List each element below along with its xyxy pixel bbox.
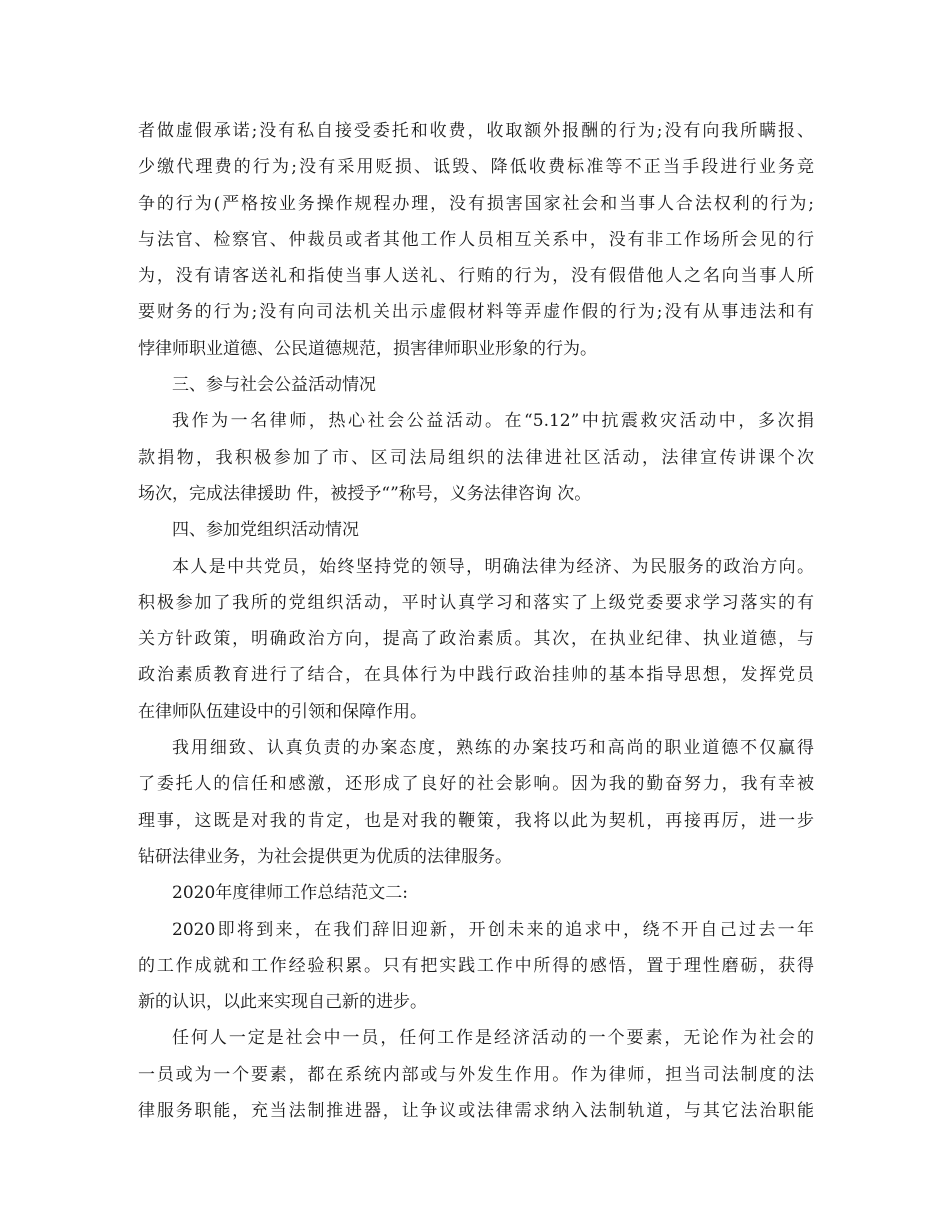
article-subtitle: 2020年度律师工作总结范文二: (172, 883, 408, 904)
text-line: 悖律师职业道德、公民道德规范，损害律师职业形象的行为。 (138, 338, 597, 359)
text-line: 场次，完成法律援助 件，被授予“”称号，义务法律咨询 次。 (138, 483, 592, 504)
document-body (138, 113, 814, 1129)
text-line: 为，没有请客送礼和指使当事人送礼、行贿的行为，没有假借他人之名向当事人所 (138, 266, 814, 287)
text-line: 政治素质教育进行了结合，在具体行为中践行政治挂帅的基本指导思想，发挥党员 (138, 665, 814, 686)
text-line: 本人是中共党员，始终坚持党的领导，明确法律为经济、为民服务的政治方向。 (172, 556, 814, 577)
text-line: 任何人一定是社会中一员，任何工作是经济活动的一个要素，无论作为社会的 (172, 1028, 814, 1049)
text-line: 一员或为一个要素，都在系统内部或与外发生作用。作为律师，担当司法制度的法 (138, 1064, 814, 1085)
text-line: 新的认识，以此来实现自己新的进步。 (138, 992, 427, 1013)
text-line: 与法官、检察官、仲裁员或者其他工作人员相互关系中，没有非工作场所会见的行 (138, 229, 814, 250)
text-line: 理事，这既是对我的肯定，也是对我的鞭策，我将以此为契机，再接再厉，进一步 (138, 810, 814, 831)
text-line: 的工作成就和工作经验积累。只有把实践工作中所得的感悟，置于理性磨砺，获得 (138, 955, 814, 976)
text-line: 者做虚假承诺;没有私自接受委托和收费，收取额外报酬的行为;没有向我所瞒报、 (138, 121, 814, 141)
text-line: 积极参加了我所的党组织活动，平时认真学习和落实了上级党委要求学习落实的有 (138, 592, 814, 613)
text-line: 关方针政策，明确政治方向，提高了政治素质。其次，在执业纪律、执业道德，与 (138, 629, 814, 650)
text-line: 少缴代理费的行为;没有采用贬损、诋毁、降低收费标准等不正当手段进行业务竞 (138, 157, 814, 178)
text-line: 2020即将到来，在我们辞旧迎新，开创未来的追求中，绕不开自己过去一年 (172, 919, 814, 940)
text-line: 钻研法律业务，为社会提供更为优质的法律服务。 (138, 846, 512, 867)
text-line: 争的行为(严格按业务操作规程办理，没有损害国家社会和当事人合法权利的行为; (138, 193, 814, 214)
text-line: 了委托人的信任和感激，还形成了良好的社会影响。因为我的勤奋努力，我有幸被 (138, 774, 814, 795)
text-line: 要财务的行为;没有向司法机关出示虚假材料等弄虚作假的行为;没有从事违法和有 (138, 302, 814, 323)
text-line: 律服务职能，充当法制推进器，让争议或法律需求纳入法制轨道，与其它法治职能 (138, 1101, 814, 1122)
text-line: 我作为一名律师，热心社会公益活动。在“5.12”中抗震救灾活动中，多次捐 (172, 411, 814, 432)
section-heading: 三、参与社会公益活动情况 (172, 375, 376, 396)
text-line: 在律师队伍建设中的引领和保障作用。 (138, 701, 427, 722)
text-line: 款捐物，我积极参加了市、区司法局组织的法律进社区活动，法律宣传讲课个次 (138, 447, 814, 468)
section-heading: 四、参加党组织活动情况 (172, 520, 359, 541)
text-line: 我用细致、认真负责的办案态度，熟练的办案技巧和高尚的职业道德不仅赢得 (172, 738, 814, 759)
